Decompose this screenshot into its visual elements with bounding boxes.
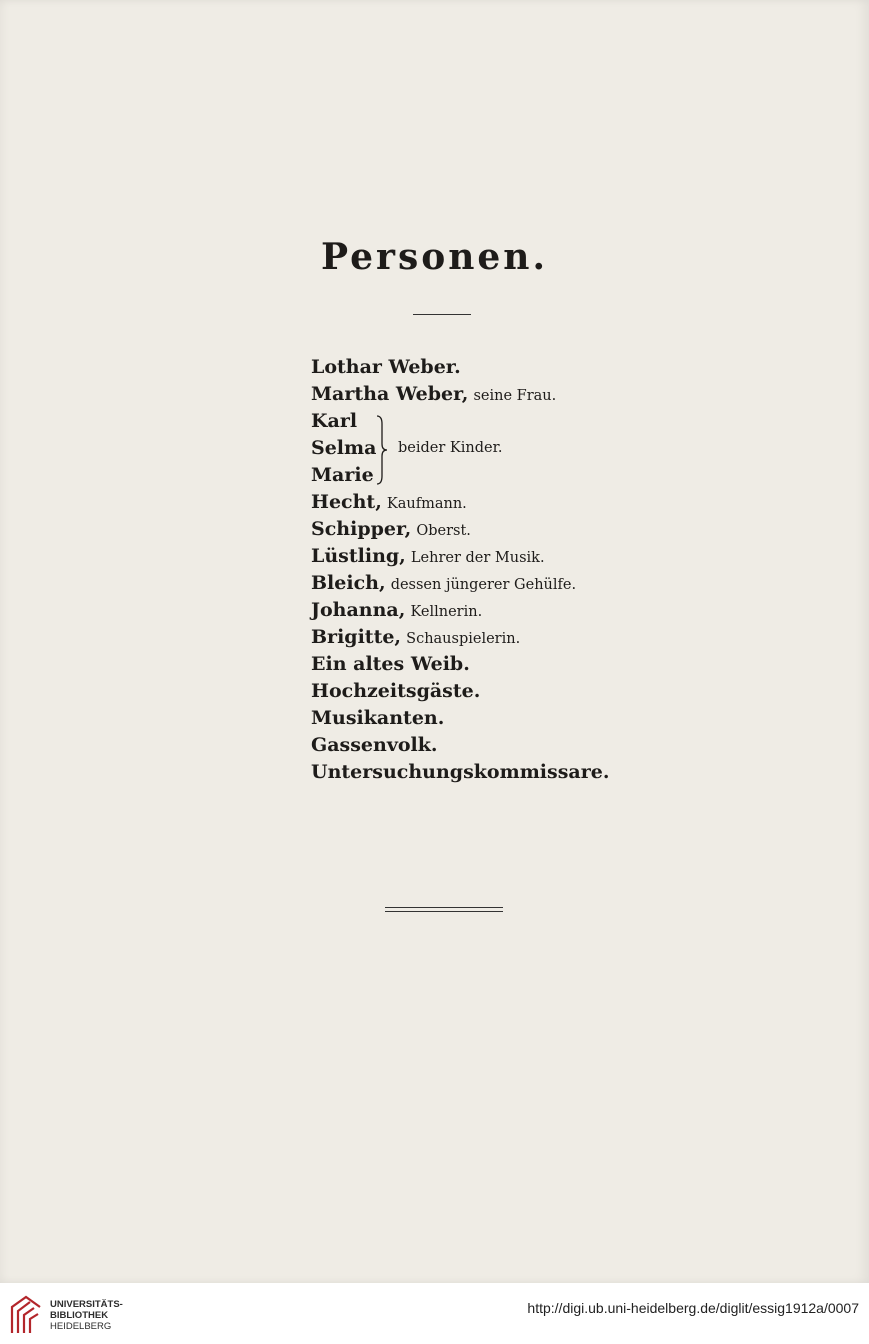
footer-bar: [0, 1283, 869, 1344]
library-line: HEIDELBERG: [50, 1321, 112, 1332]
end-divider: [385, 907, 503, 915]
cast-entry: [311, 516, 609, 543]
title-divider: [413, 314, 471, 315]
cast-entry: [311, 597, 609, 624]
library-name: [50, 1299, 123, 1332]
cast-name: Karl: [311, 410, 358, 432]
cast-entry: [311, 381, 609, 408]
cast-name: Martha Weber,: [311, 383, 469, 405]
children-group: [311, 408, 609, 489]
cast-description: beider Kinder.: [398, 440, 503, 456]
library-logo-icon: [8, 1293, 44, 1335]
cast-name: Bleich,: [311, 572, 386, 594]
cast-name: Untersuchungskommissare.: [311, 761, 610, 783]
cast-description: Lehrer der Musik.: [410, 550, 545, 566]
cast-description: seine Frau.: [473, 388, 557, 404]
cast-description: Kaufmann.: [386, 496, 467, 512]
cast-name: Gassenvolk.: [311, 734, 438, 756]
cast-name: Lüstling,: [311, 545, 406, 567]
cast-description: dessen jüngerer Gehülfe.: [390, 577, 577, 593]
cast-entry: [311, 543, 609, 570]
source-url-link[interactable]: http://digi.ub.uni-heidelberg.de/diglit/essig1912a/0007: [527, 1300, 859, 1316]
cast-description: Kellnerin.: [410, 604, 483, 620]
cast-entry: [311, 624, 609, 651]
cast-description: Schauspielerin.: [406, 631, 521, 647]
cast-entry: [311, 651, 609, 678]
cast-entry: [311, 354, 609, 381]
cast-name: Johanna,: [311, 599, 406, 621]
page-title: Personen.: [320, 236, 549, 278]
cast-entry: [311, 732, 609, 759]
cast-name: Lothar Weber.: [311, 356, 461, 378]
cast-entry: [311, 678, 609, 705]
cast-entry: [311, 570, 609, 597]
cast-name: Schipper,: [311, 518, 412, 540]
cast-list: [311, 354, 609, 786]
cast-name: Musikanten.: [311, 707, 445, 729]
cast-entry: [311, 489, 609, 516]
cast-entry: [311, 759, 609, 786]
curly-brace: [375, 414, 389, 486]
cast-name: Hecht,: [311, 491, 382, 513]
cast-name: Ein altes Weib.: [311, 653, 470, 675]
library-line: UNIVERSITÄTS-: [50, 1299, 123, 1310]
cast-name: Hochzeitsgäste.: [311, 680, 481, 702]
cast-name: Brigitte,: [311, 626, 402, 648]
cast-name: Marie: [311, 464, 374, 486]
cast-name: Selma: [311, 437, 377, 459]
library-line: BIBLIOTHEK: [50, 1310, 109, 1321]
cast-description: Oberst.: [416, 523, 471, 539]
cast-entry: [311, 705, 609, 732]
